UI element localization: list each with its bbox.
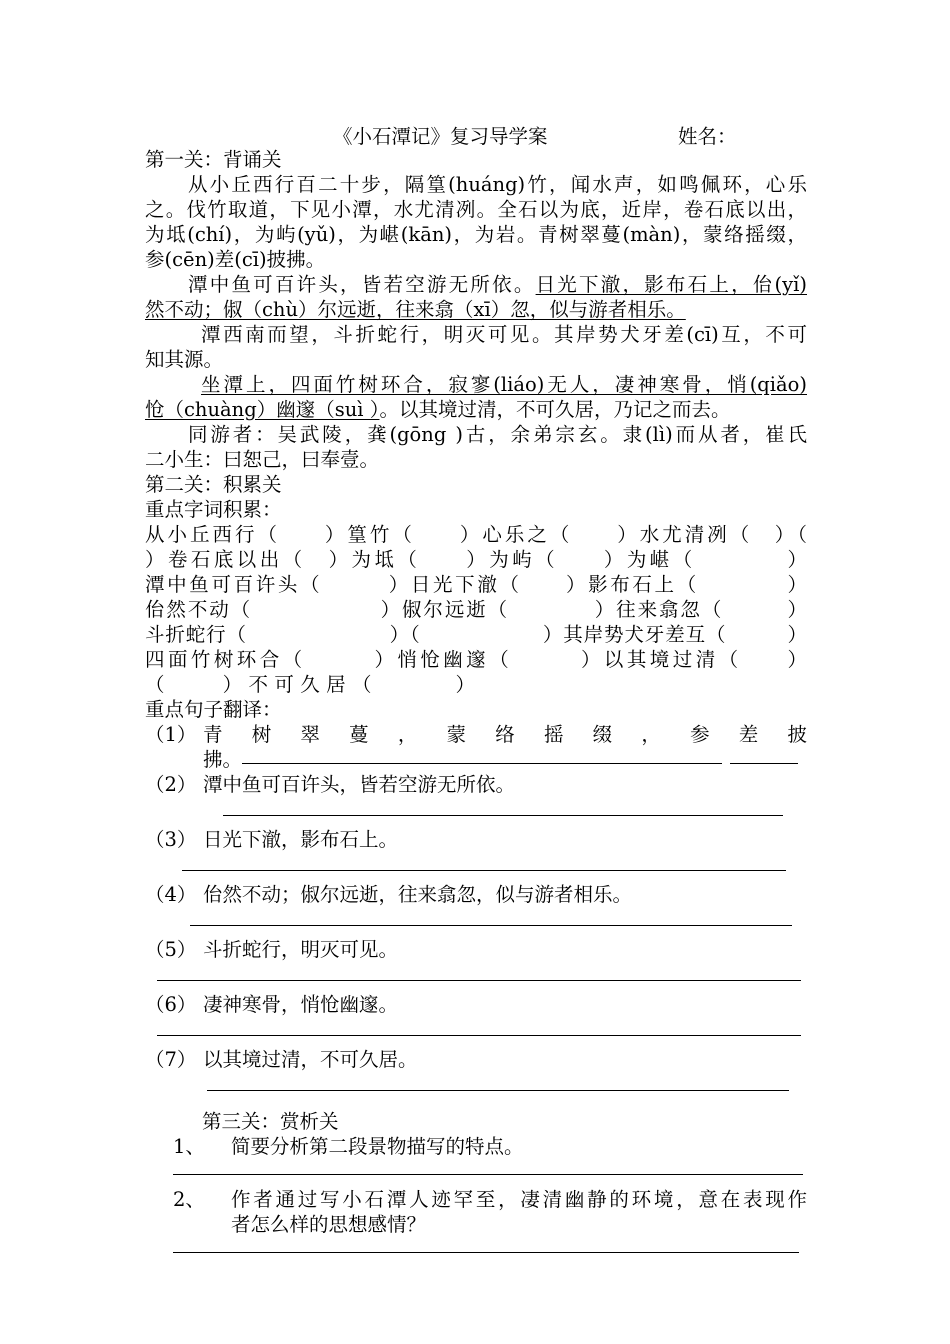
analysis-question xyxy=(173,1134,807,1159)
translation-item xyxy=(145,722,807,747)
section2-title: 第二关：积累关 xyxy=(145,473,282,496)
vocab-line: 潭中鱼可百许头（ ）日光下澈（ ）影布石上（ ） xyxy=(145,573,807,596)
underlined-text: 然不动；俶（chù）尔远逝，往来翕（xī）忽，似与游者相乐。 xyxy=(145,298,686,321)
vocab-line: ）卷石底以出（ ）为坻（ ）为屿（ ）为嵁（ ） xyxy=(145,548,807,571)
passage-line: 同游者：吴武陵，龚(gōng )古，余弟宗玄。隶(lì)而从者，崔氏 xyxy=(188,423,807,446)
passage-text: 。以其境过清，不可久居，乃记之而去。 xyxy=(379,398,731,421)
underlined-text: 坐潭上，四面竹树环合，寂寥(liáo)无人，凄神寒骨，悄(qiǎo) xyxy=(201,373,807,396)
answer-line[interactable] xyxy=(157,979,801,981)
worksheet-content xyxy=(145,122,807,1253)
answer-line[interactable] xyxy=(157,1034,801,1036)
answer-line[interactable] xyxy=(182,869,786,871)
answer-line[interactable] xyxy=(207,1089,789,1091)
passage-line: 之。伐竹取道，下见小潭，水尤清冽。全石以为底，近岸，卷石底以出， xyxy=(145,198,807,221)
passage-line xyxy=(145,297,807,322)
vocab-line: 斗折蛇行（ ）（ ）其岸势犬牙差互（ ） xyxy=(145,623,807,646)
vocab-line: 从小丘西行（ ）篁竹（ ）心乐之（ ）水尤清冽（ ）（ xyxy=(145,523,807,546)
section1-title: 第一关：背诵关 xyxy=(145,148,282,171)
passage-text: 潭中鱼可百许头，皆若空游无所依。 xyxy=(188,273,536,296)
passage-line: 知其源。 xyxy=(145,348,224,371)
question-text: 以其境过清，不可久居。 xyxy=(203,1048,418,1071)
question-text: 简要分析第二段景物描写的特点。 xyxy=(231,1135,524,1158)
question-number: 1、 xyxy=(173,1135,205,1158)
translation-item xyxy=(145,772,807,816)
passage-line xyxy=(145,397,807,422)
passage-line: 参(cēn)差(cī)披拂。 xyxy=(145,248,326,271)
question-number: （6） xyxy=(145,993,197,1016)
vocab-line: （ ）不可久居（ ） xyxy=(145,673,475,696)
answer-line[interactable] xyxy=(242,762,722,764)
question-number: （4） xyxy=(145,883,197,906)
translation-item xyxy=(145,992,807,1036)
answer-line[interactable] xyxy=(223,814,783,816)
question-text: 日光下澈，影布石上。 xyxy=(203,828,399,851)
question-number: 2、 xyxy=(173,1188,205,1211)
question-text: 斗折蛇行，明灭可见。 xyxy=(203,938,399,961)
passage-line: 二小生：曰恕己，曰奉壹。 xyxy=(145,448,380,471)
translation-item xyxy=(145,1047,807,1091)
page-title: 《小石潭记》复习导学案 xyxy=(333,125,548,148)
translation-item xyxy=(145,827,807,871)
passage-line: 从小丘西行百二十步，隔篁(huáng)竹，闻水声，如鸣佩环，心乐 xyxy=(188,173,807,196)
question-number: （2） xyxy=(145,773,197,796)
translation-item xyxy=(145,882,807,926)
passage-line: 为坻(chí)，为屿(yǔ)，为嵁(kān)，为岩。青树翠蔓(màn)，蒙络摇缀， xyxy=(145,223,807,246)
vocab-line: 四面竹树环合（ ）悄怆幽邃（ ）以其境过清（ ） xyxy=(145,648,807,671)
analysis-question xyxy=(173,1187,807,1237)
header xyxy=(145,122,807,150)
question-number: （1） xyxy=(145,723,197,746)
vocab-line: 佁然不动（ ）俶尔远逝（ ）往来翕忽（ ） xyxy=(145,598,807,621)
answer-line[interactable] xyxy=(190,924,792,926)
question-text: 拂。 xyxy=(203,748,243,771)
question-text: 潭中鱼可百许头，皆若空游无所依。 xyxy=(203,773,516,796)
name-label: 姓名： xyxy=(678,125,737,148)
question-text: 凄神寒骨，悄怆幽邃。 xyxy=(203,993,399,1016)
vocab-title: 重点字词积累： xyxy=(145,498,282,521)
question-text: 佁然不动；俶尔远逝，往来翕忽，似与游者相乐。 xyxy=(203,883,633,906)
answer-line[interactable] xyxy=(730,762,798,764)
translation-item xyxy=(145,937,807,981)
question-number: （3） xyxy=(145,828,197,851)
passage-line xyxy=(145,372,807,397)
question-number: （7） xyxy=(145,1048,197,1071)
translation-title: 重点句子翻译： xyxy=(145,698,282,721)
passage-line: 潭西南而望，斗折蛇行，明灭可见。其岸势犬牙差(cī)互，不可 xyxy=(201,323,807,346)
answer-line[interactable] xyxy=(173,1173,803,1175)
underlined-text: 日光下澈，影布石上，佁(yǐ) xyxy=(535,273,807,296)
translation-item xyxy=(203,747,807,772)
underlined-text: 怆（chuàng）幽邃（suì ） xyxy=(145,398,380,421)
section3-title: 第三关：赏析关 xyxy=(202,1110,339,1133)
question-text: 青树翠蔓，蒙络摇缀，参差披 xyxy=(203,723,807,746)
answer-line[interactable] xyxy=(173,1251,799,1253)
passage-line xyxy=(145,272,807,297)
question-text: 作者通过写小石潭人迹罕至，凄清幽静的环境，意在表现作 xyxy=(231,1188,807,1211)
question-text: 者怎么样的思想感情？ xyxy=(231,1213,427,1236)
question-number: （5） xyxy=(145,938,197,961)
